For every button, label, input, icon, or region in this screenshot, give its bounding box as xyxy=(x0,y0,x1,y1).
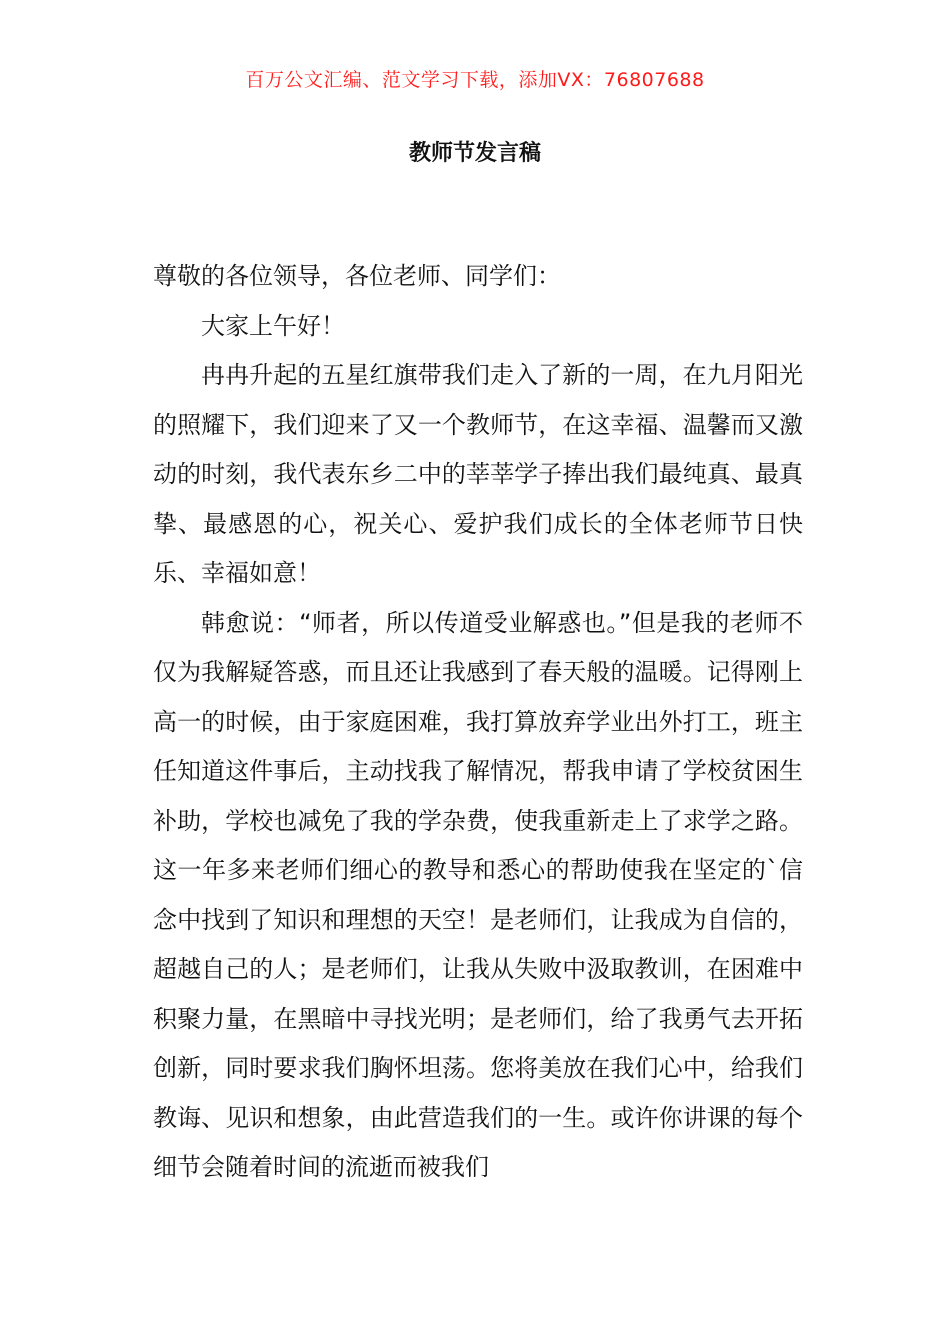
paragraph-han-yu-quote: 韩愈说：“师者，所以传道受业解惑也。”但是我的老师不仅为我解疑答惑，而且还让我感到了春天般的温暖。记得刚上高一的时候，由于家庭困难，我打算放弃学业出外打工，班主任知道这件事后，主动找我了解情况，帮我申请了学校贫困生补助，学校也减免了我的学杂费，使我重新走上了求学之路。这一年多来老师们细心的教导和悉心的帮助使我在坚定的`信念中找到了知识和理想的天空！是老师们，让我成为自信的，超越自己的人；是老师们，让我从失败中汲取教训，在困难中积聚力量，在黑暗中寻找光明；是老师们，给了我勇气去开拓创新，同时要求我们胸怀坦荡。您将美放在我们心中，给我们教诲、见识和想象，由此营造我们的一生。或许你讲课的每个细节会随着时间的流逝而被我们 xyxy=(153,608,803,1181)
promo-banner: 百万公文汇编、范文学习下载，添加VX：76807688 xyxy=(245,69,705,91)
salutation: 尊敬的各位领导，各位老师、同学们： xyxy=(153,262,561,290)
document-body xyxy=(153,252,803,1193)
document-title: 教师节发言稿 xyxy=(408,141,541,166)
paragraph-opening: 冉冉升起的五星红旗带我们走入了新的一周，在九月阳光的照耀下，我们迎来了又一个教师节，在这幸福、温馨而又激动的时刻，我代表东乡二中的莘莘学子捧出我们最纯真、最真挚、最感恩的心，祝关心、爱护我们成长的全体老师节日快乐、幸福如意！ xyxy=(153,361,803,587)
paragraph-greeting: 大家上午好！ xyxy=(201,311,345,340)
